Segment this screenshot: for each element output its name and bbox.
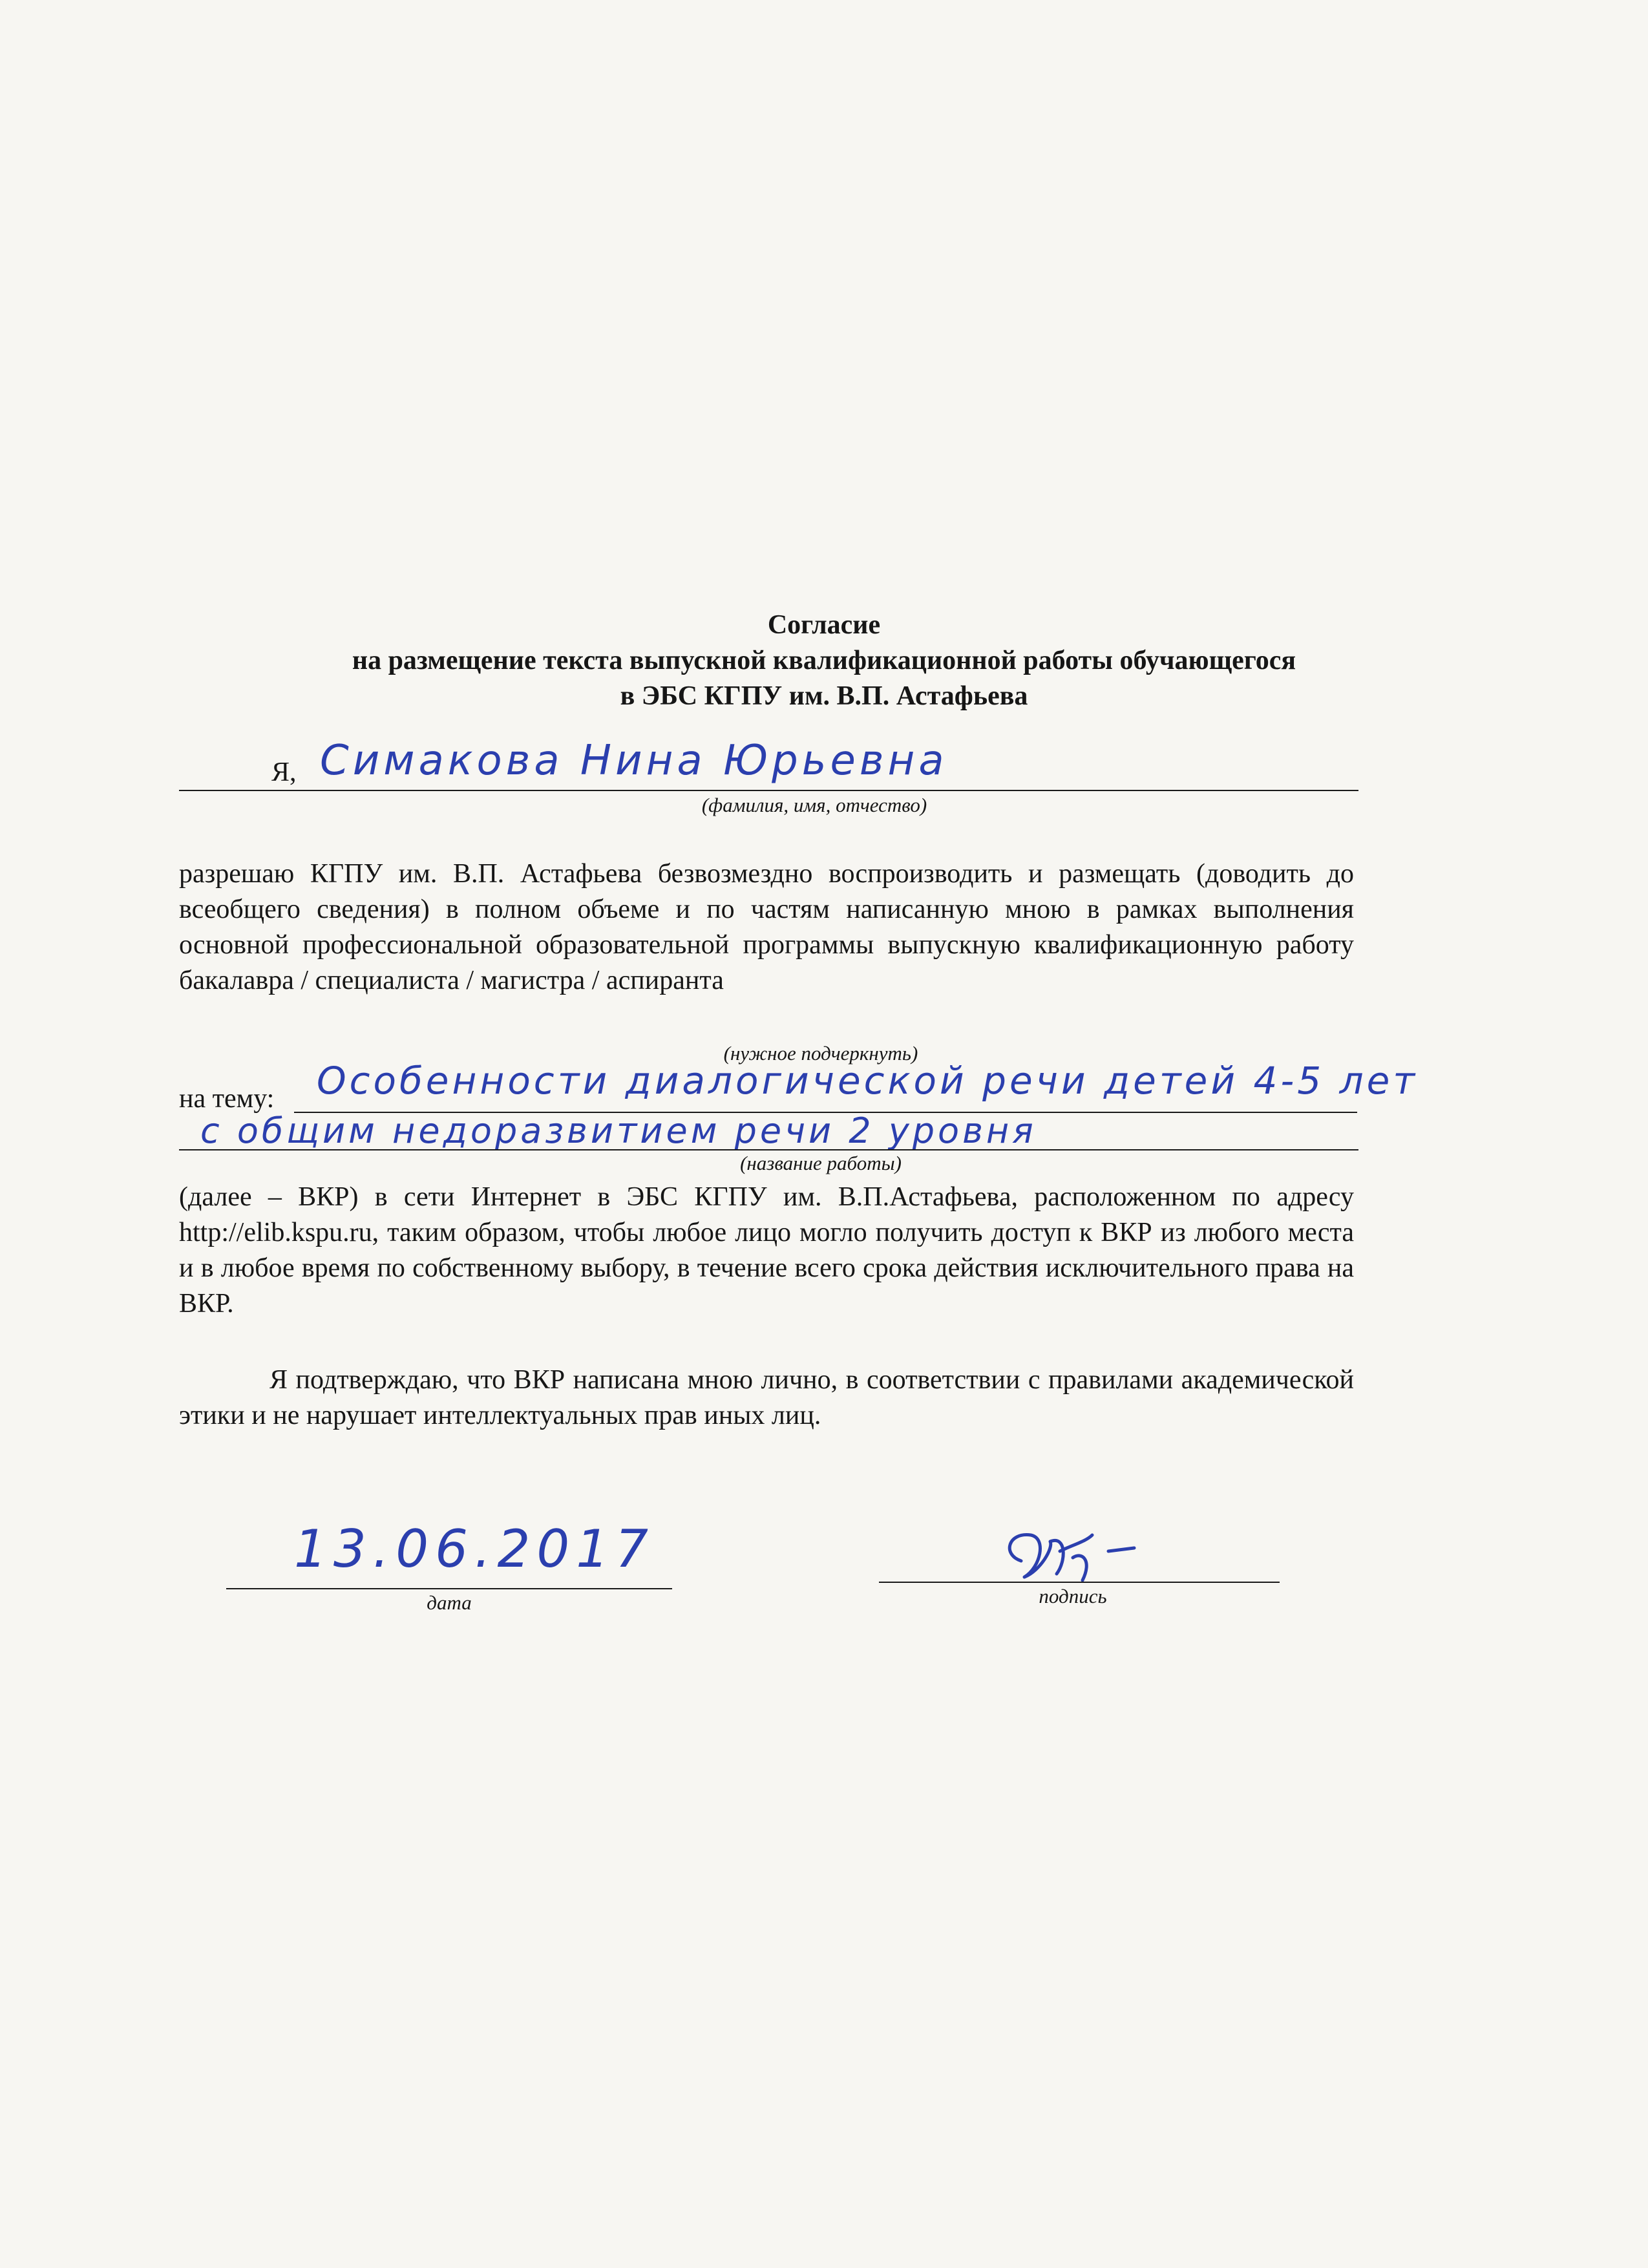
signature-caption: подпись [1039, 1585, 1107, 1607]
confirmation-paragraph: Я подтверждаю, что ВКР написана мною лично, в соответствии с правилами академической этики и не нарушает интеллектуальных прав иных лиц. [179, 1365, 1354, 1430]
document-subtitle-ebs: в ЭБС КГПУ им. В.П. Астафьева [620, 681, 1028, 711]
name-caption: (фамилия, имя, отчество) [701, 794, 927, 816]
permission-paragraph: разрешаю КГПУ им. В.П. Астафьева безвозмездно воспроизводить и размещать (доводить до всеобщего сведения) в полном объеме и по частям написанную мною в рамках выполнения основной профессиональной образовательной программы выпускную квалификационную работу бакалавра / специалиста / магистра / аспиранта [179, 859, 1354, 995]
topic-caption: (название работы) [740, 1152, 902, 1174]
underline-hint-caption: (нужное подчеркнуть) [723, 1042, 918, 1065]
date-caption: дата [427, 1591, 472, 1614]
handwritten-date: 13.06.2017 [294, 1519, 655, 1579]
date-underline [226, 1588, 672, 1589]
name-underline [179, 790, 1358, 791]
document-subtitle: на размещение текста выпускной квалификационной работы обучающегося [352, 646, 1296, 675]
handwritten-full-name: Симакова Нина Юрьевна [320, 737, 948, 785]
topic-prefix: на тему: [179, 1084, 275, 1114]
handwritten-topic-line2: с общим недоразвитием речи 2 уровня [200, 1110, 1037, 1151]
name-prefix: Я, [271, 758, 297, 787]
document-title: Согласие [767, 610, 881, 640]
signature-underline [879, 1582, 1280, 1583]
publication-paragraph: (далее – ВКР) в сети Интернет в ЭБС КГПУ им. В.П.Астафьева, расположенном по адресу http://elib.kspu.ru, таким образом, чтобы любое лицо могло получить доступ к ВКР из любого места и в любое время по собственному выбору, в течение всего срока действия исключительного права на ВКР. [179, 1182, 1354, 1319]
topic-underline-2 [179, 1149, 1358, 1150]
handwritten-topic-line1: Особенности диалогической речи детей 4-5 лет [317, 1059, 1419, 1103]
